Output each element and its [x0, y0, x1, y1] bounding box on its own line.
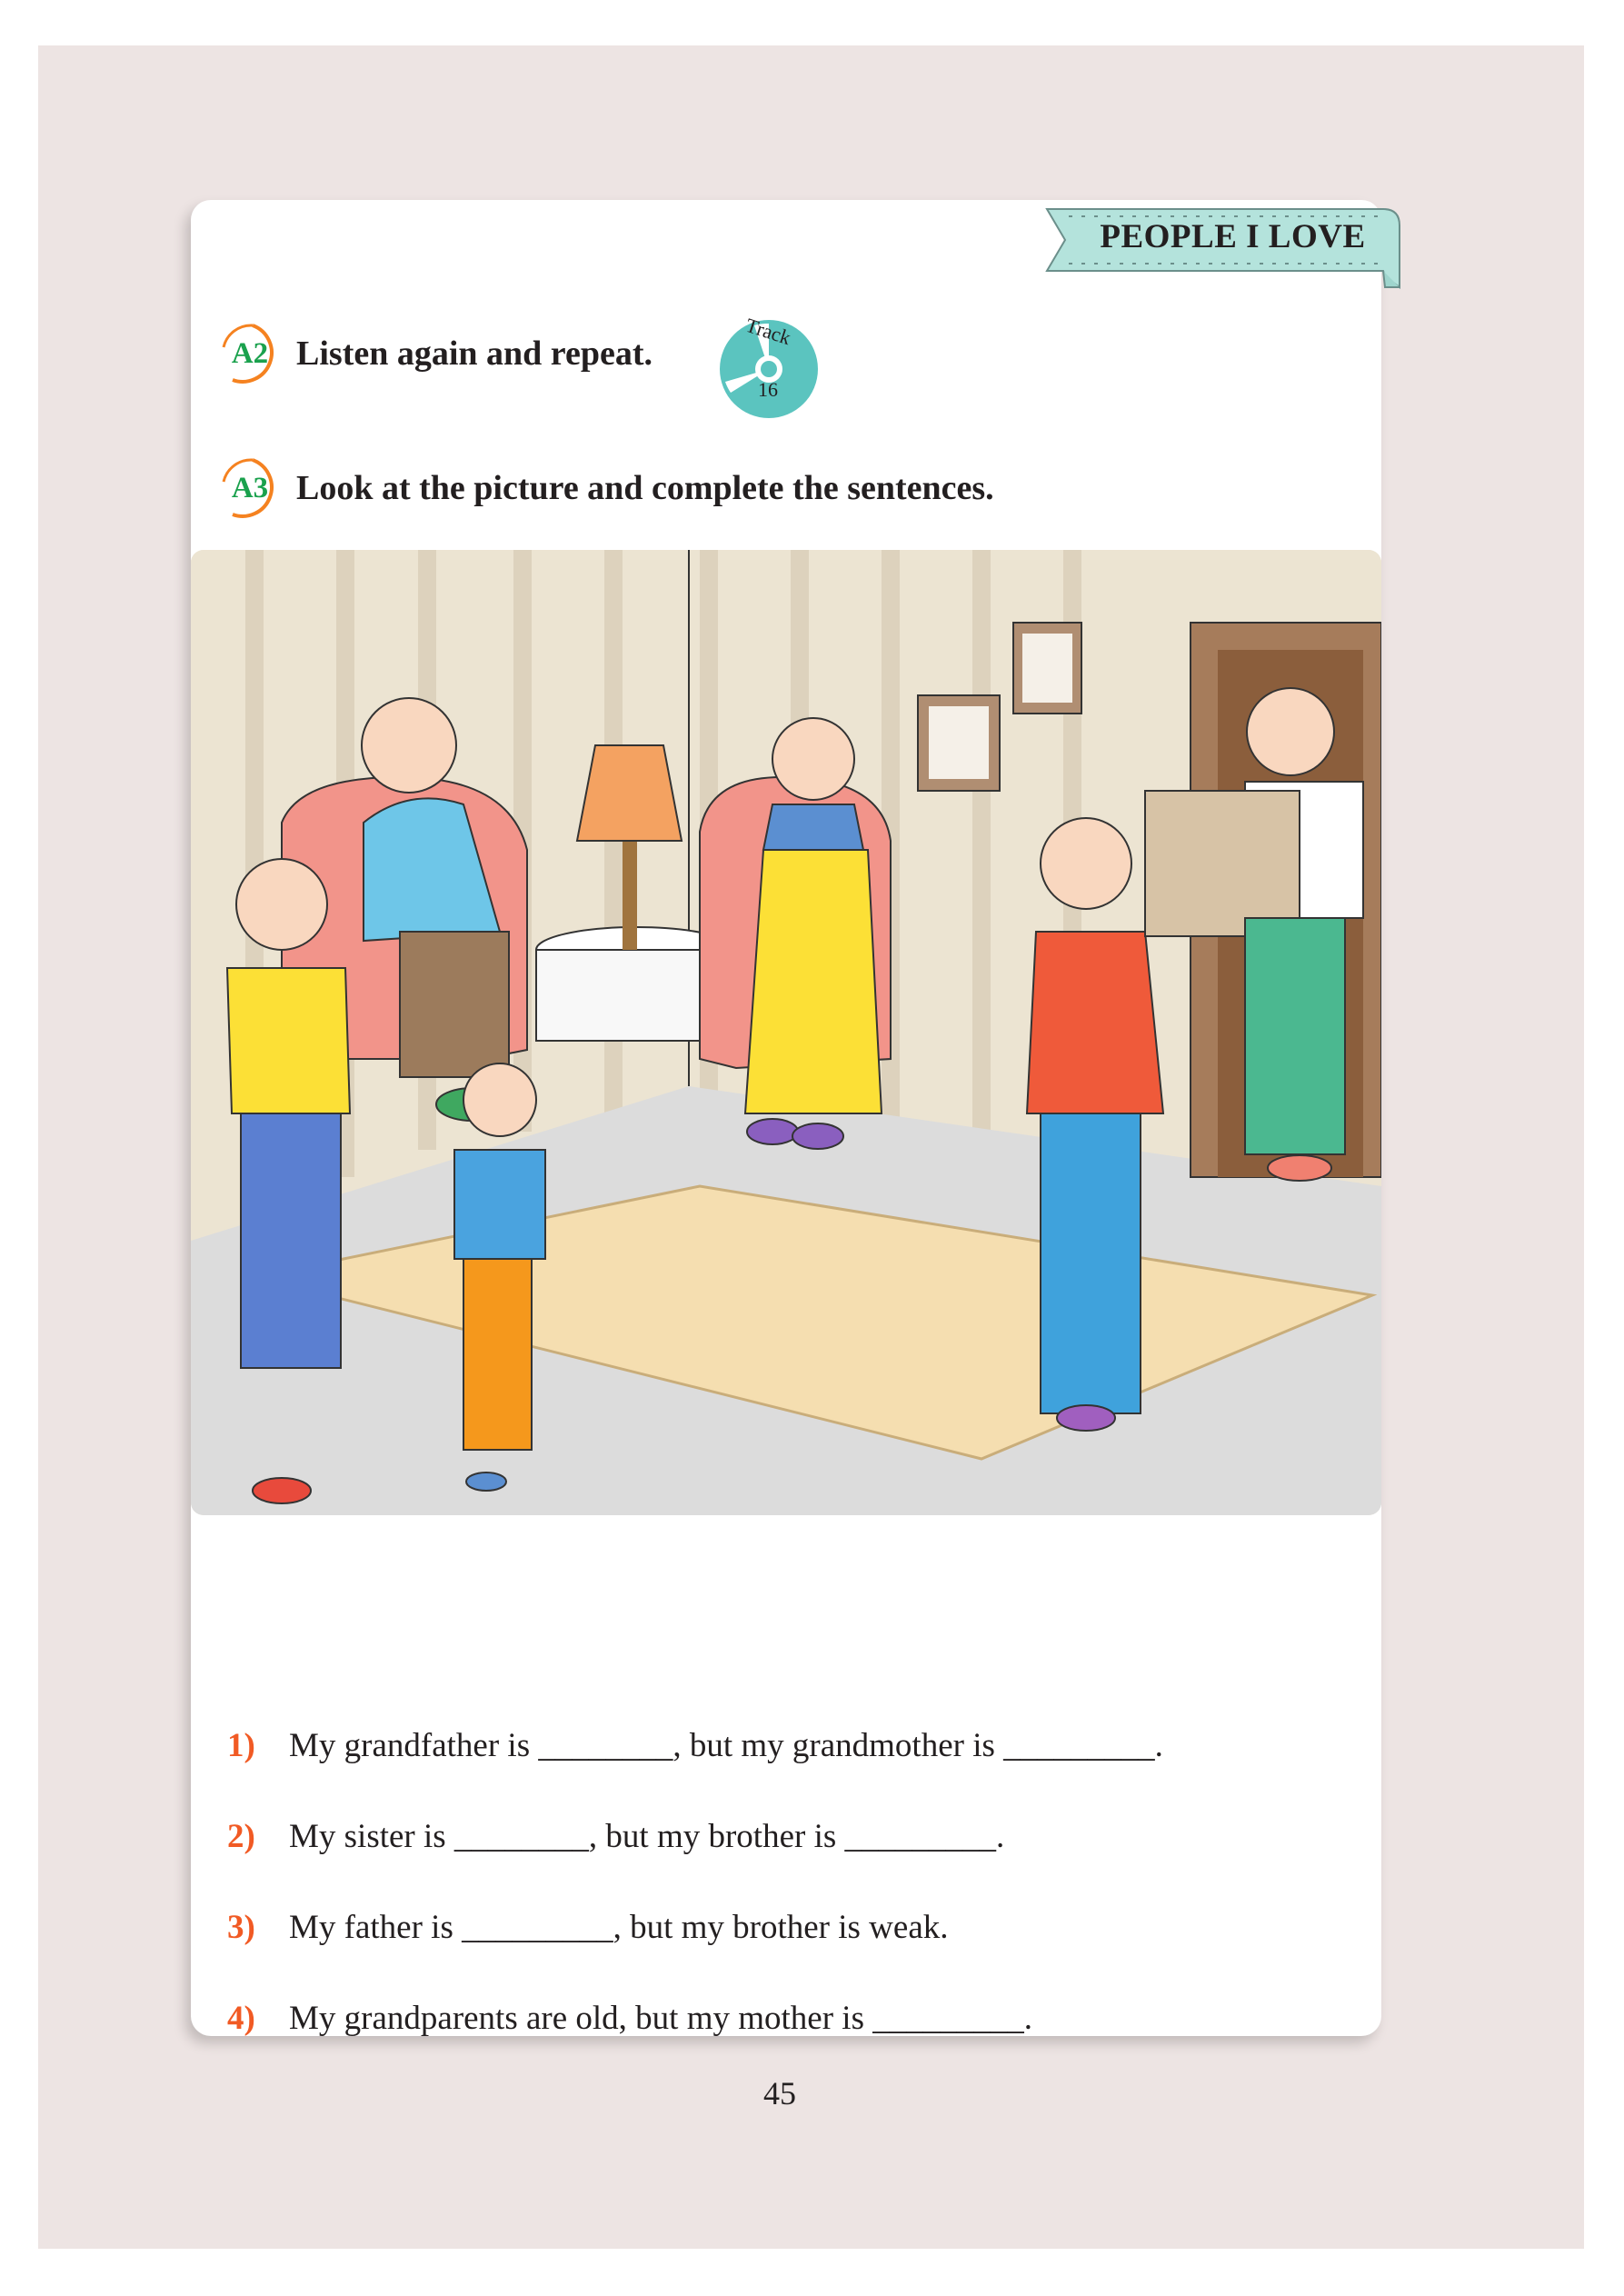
word-thin: thin: [886, 1589, 972, 1633]
circle-badge-icon: [216, 454, 284, 522]
sentence-list: [227, 1700, 1336, 2063]
section-title: PEOPLE I LOVE: [1100, 217, 1366, 255]
task-badge-a3: A3: [216, 454, 284, 522]
word-strong: strong: [225, 1536, 366, 1581]
track-number: 16: [758, 378, 778, 401]
task-badge-a2: A2: [216, 320, 284, 387]
word-bank: [191, 1532, 1381, 1682]
task-a3: [216, 454, 994, 522]
sentence-text: My grandfather is ________, but my grandmother is _________.: [289, 1726, 1163, 1764]
sentence-text: My father is _________, but my brother is weak.: [289, 1908, 949, 1946]
sentence-item: 1) My grandfather is ________, but my grandmother is _________.: [227, 1726, 1163, 1764]
page-number: 45: [763, 2075, 796, 2111]
track-label: Track: [742, 313, 794, 350]
sentence-item: 4) My grandparents are old, but my mother is _________.: [227, 1999, 1032, 2037]
word-young: young: [645, 1536, 779, 1581]
word-short: short: [1238, 1589, 1351, 1633]
task-instruction: Look at the picture and complete the sentences.: [296, 469, 994, 507]
audio-track-button[interactable]: [718, 313, 820, 420]
sentence-text: My sister is ________, but my brother is _________.: [289, 1817, 1005, 1855]
task-instruction: Listen again and repeat.: [296, 334, 653, 373]
sentence-item: 3) My father is _________, but my brother is weak.: [227, 1908, 949, 1946]
task-a2: [216, 320, 653, 387]
word-tall: tall: [1072, 1532, 1143, 1577]
word-heavy: heavy: [418, 1589, 547, 1633]
circle-badge-icon: [216, 320, 284, 387]
sentence-item: 2) My sister is ________, but my brother is _________.: [227, 1817, 1005, 1855]
family-illustration: [191, 550, 1381, 1515]
sentence-text: My grandparents are old, but my mother is _________.: [289, 1999, 1032, 2037]
